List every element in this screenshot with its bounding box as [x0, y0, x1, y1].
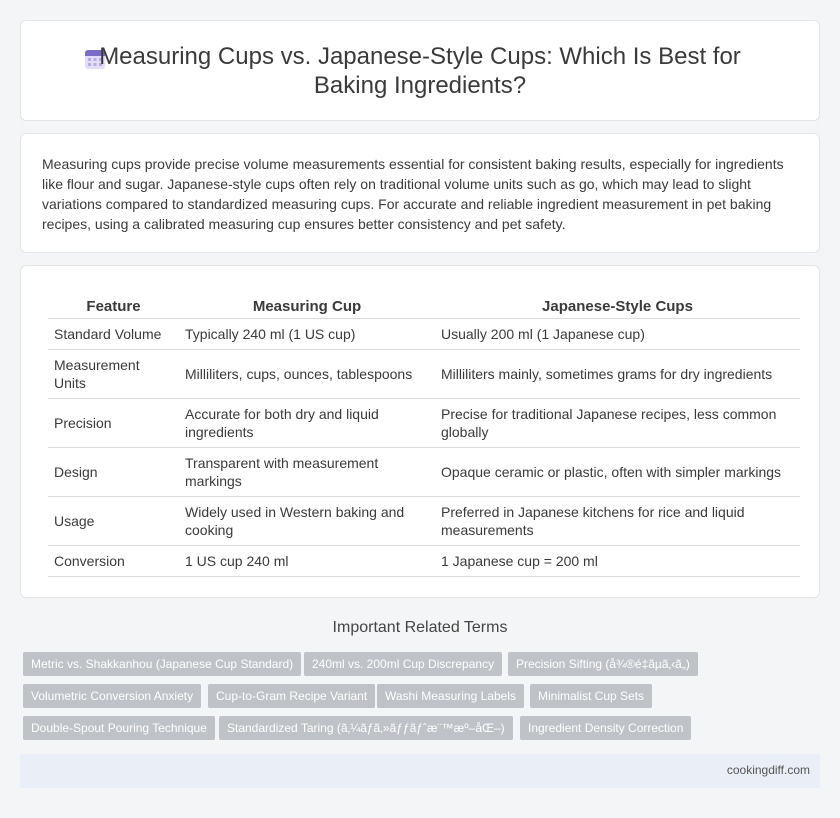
related-tag[interactable]: Standardized Taring (ã‚¼ãƒã‚»ãƒƒãƒˆæ¨™æº–åŒ–) [219, 716, 513, 740]
table-cell: Milliliters mainly, sometimes grams for dry ingredients [435, 349, 800, 398]
intro-paragraph: Measuring cups provide precise volume measurements essential for consistent baking results, especially for ingredients like flour and sugar. Japanese-style cups often rely on traditional volume units such as go, which may lead to slight variations compared to standardized measuring cups. For accurate and reliable ingredient measurement in pet baking recipes, using a calibrated measuring cup ensures better consistency and pet safety. [42, 156, 784, 232]
table-cell: 1 Japanese cup = 200 ml [435, 545, 800, 576]
related-tag[interactable]: Cup-to-Gram Recipe Variant [208, 684, 375, 708]
intro-card [20, 133, 820, 253]
related-tag[interactable]: Volumetric Conversion Anxiety [23, 684, 201, 708]
header-card [20, 20, 820, 121]
related-tag[interactable]: Ingredient Density Correction [520, 716, 691, 740]
related-tag[interactable]: Metric vs. Shakkanhou (Japanese Cup Standard) [23, 652, 301, 676]
related-tag[interactable]: 240ml vs. 200ml Cup Discrepancy [304, 652, 502, 676]
table-row [48, 349, 800, 398]
table-cell: Conversion [48, 545, 179, 576]
table-cell: Precise for traditional Japanese recipes, less common globally [435, 398, 800, 447]
table-cell: Preferred in Japanese kitchens for rice and liquid measurements [435, 496, 800, 545]
table-row [48, 318, 800, 349]
related-tag[interactable]: Minimalist Cup Sets [530, 684, 652, 708]
table-cell: Usually 200 ml (1 Japanese cup) [435, 318, 800, 349]
footer-site[interactable]: cookingdiff.com [726, 763, 810, 777]
footer [20, 754, 820, 788]
table-cell: Typically 240 ml (1 US cup) [179, 318, 435, 349]
table-cell: Accurate for both dry and liquid ingredients [179, 398, 435, 447]
comparison-table-card [20, 265, 820, 598]
table-row [48, 447, 800, 496]
table-cell: Opaque ceramic or plastic, often with simpler markings [435, 447, 800, 496]
related-tag[interactable]: Washi Measuring Labels [377, 684, 524, 708]
comparison-table [48, 296, 800, 577]
table-row [48, 398, 800, 447]
table-cell: Usage [48, 496, 179, 545]
table-cell: Milliliters, cups, ounces, tablespoons [179, 349, 435, 398]
table-cell: Precision [48, 398, 179, 447]
page-title: Measuring Cups vs. Japanese-Style Cups: Which Is Best for Baking Ingredients? [99, 42, 741, 99]
table-cell: Standard Volume [48, 318, 179, 349]
related-tag[interactable]: Precision Sifting (å¾®é‡ãµã‚‹ã„) [508, 652, 698, 676]
table-cell: Widely used in Western baking and cooking [179, 496, 435, 545]
table-cell: Transparent with measurement markings [179, 447, 435, 496]
header-japanese-cups: Japanese-Style Cups [435, 296, 800, 318]
table-row [48, 545, 800, 576]
table-cell: Measurement Units [48, 349, 179, 398]
related-tag[interactable]: Double-Spout Pouring Technique [23, 716, 215, 740]
table-header-row [48, 296, 800, 318]
header-measuring-cup: Measuring Cup [179, 296, 435, 318]
related-terms-title: Important Related Terms [332, 619, 508, 636]
table-cell: 1 US cup 240 ml [179, 545, 435, 576]
table-row [48, 496, 800, 545]
header-feature: Feature [48, 296, 179, 318]
table-cell: Design [48, 447, 179, 496]
